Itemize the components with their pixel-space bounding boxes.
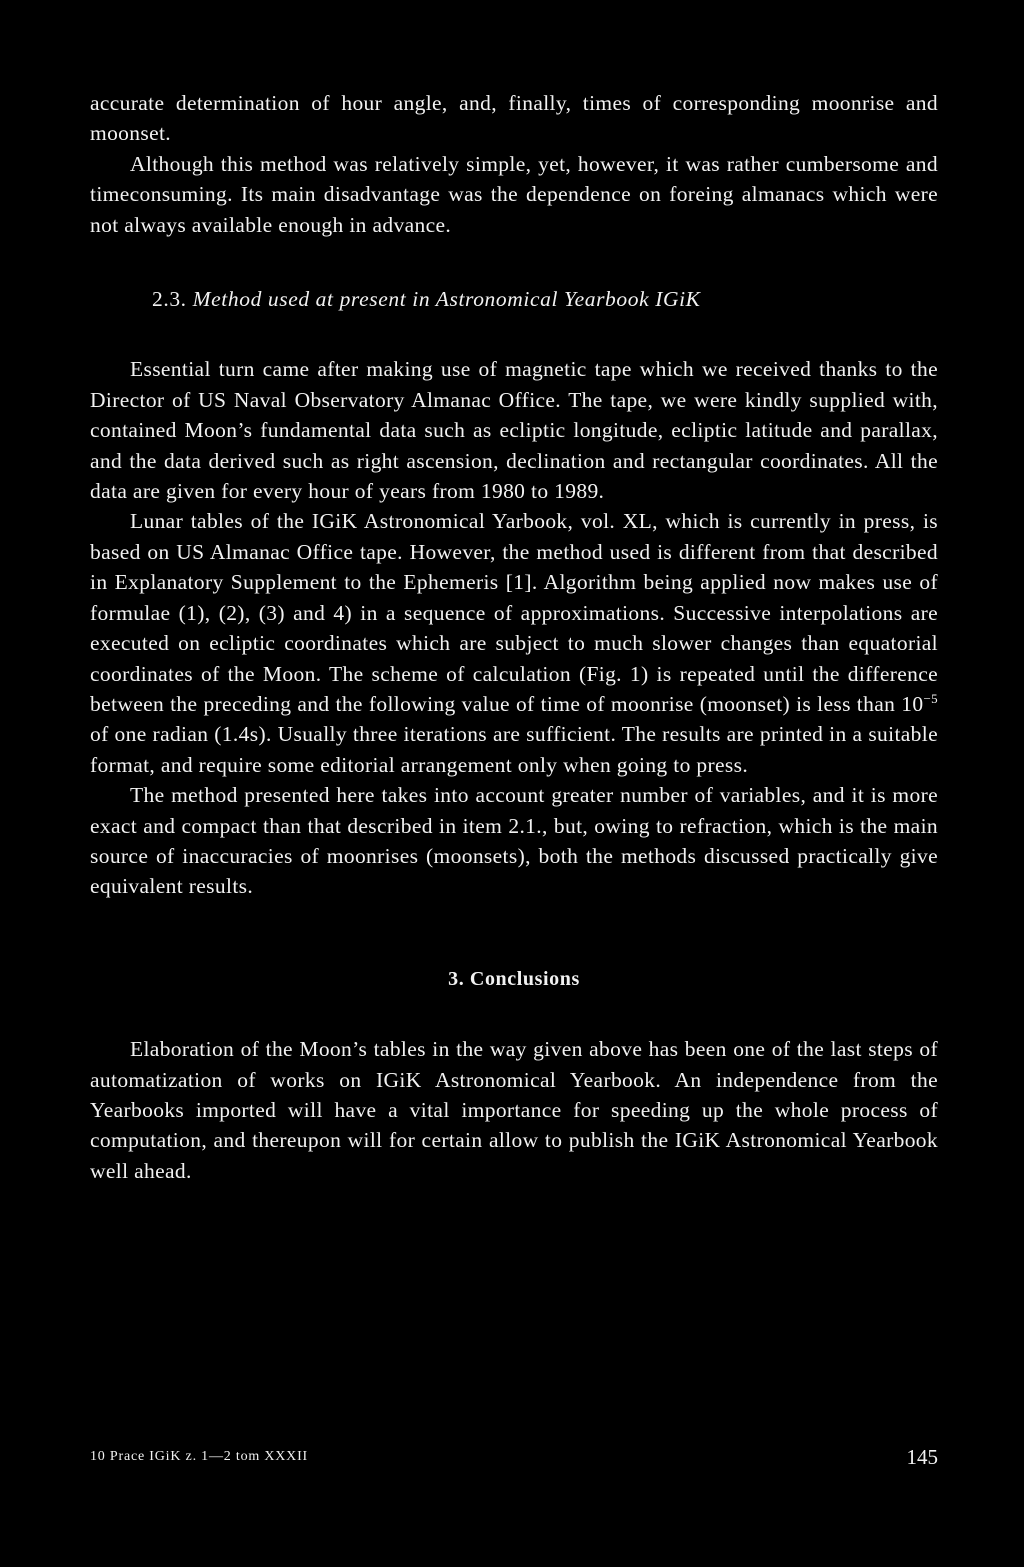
paragraph-lunar-tables-text-cont: of one radian (1.4s). Usually three iterations are sufficient. The results are printed in a suitable format, and require some editorial arrangement only when going to press. [90,722,938,777]
section-number: 2.3. [152,287,187,312]
paragraph-lunar-tables-text: Lunar tables of the IGiK Astronomical Yarbook, vol. XL, which is currently in press, is based on US Almanac Office tape. However, the method used is different from that described in Explanatory Supplement to the Ephemeris [1]. Algorithm being applied now makes use of formulae (1), (2), (3) and 4) in a sequence of approximations. Successive interpolations are executed on ecliptic coordinates which are subject to much slower changes than equatorial coordinates of the Moon. The scheme of calculation (Fig. 1) is repeated until the difference between the preceding and the following value of time of moonrise (moonset) is less than 10 [90,509,938,716]
page-number: 145 [906,1445,938,1469]
paragraph-method-drawbacks: Although this method was relatively simple, yet, however, it was rather cumbersome and timeconsuming. Its main disadvantage was the dependence on foreing almanacs which were not always available enough in advance. [90,151,938,237]
section-heading-2-3 [90,284,938,314]
paragraph-magnetic-tape: Essential turn came after making use of magnetic tape which we received thanks to the Director of US Naval Observatory Almanac Office. The tape, we were kindly supplied with, contained Moon’s fundamental data such as ecliptic longitude, ecliptic latitude and parallax, and the data derived such as right ascension, declination and rectangular coordinates. All the data are given for every hour of years from 1980 to 1989. [90,357,938,504]
paragraph-method-comparison: The method presented here takes into account greater number of variables, and it is more exact and compact than that described in item 2.1., but, owing to refraction, which is the main source of inaccuracies of moonrises (moonsets), both the methods discussed practically give equivalent results. [90,783,938,899]
footer-journal-reference: 10 Prace IGiK z. 1—2 tom XXXII [90,1449,309,1464]
paragraph-continuation: accurate determination of hour angle, and, finally, times of corresponding moonrise and moonset. [90,91,938,146]
page-footer [90,1445,938,1473]
paragraph-conclusions: Elaboration of the Moon’s tables in the way given above has been one of the last steps of automatization of works on IGiK Astronomical Yearbook. An independence from the Yearbooks imported will have a vital importance for speeding up the whole process of computation, and thereupon will for certain allow to publish the IGiK Astronomical Yearbook well ahead. [90,1037,938,1183]
section-title: Conclusions [469,967,580,990]
section-number: 3. [448,967,465,990]
exponent: −5 [923,690,938,706]
section-title: Method used at present in Astronomical Yearbook IGiK [192,287,701,312]
page-body [90,88,938,1186]
section-heading-conclusions [90,964,938,994]
paragraph-lunar-tables [90,506,938,780]
